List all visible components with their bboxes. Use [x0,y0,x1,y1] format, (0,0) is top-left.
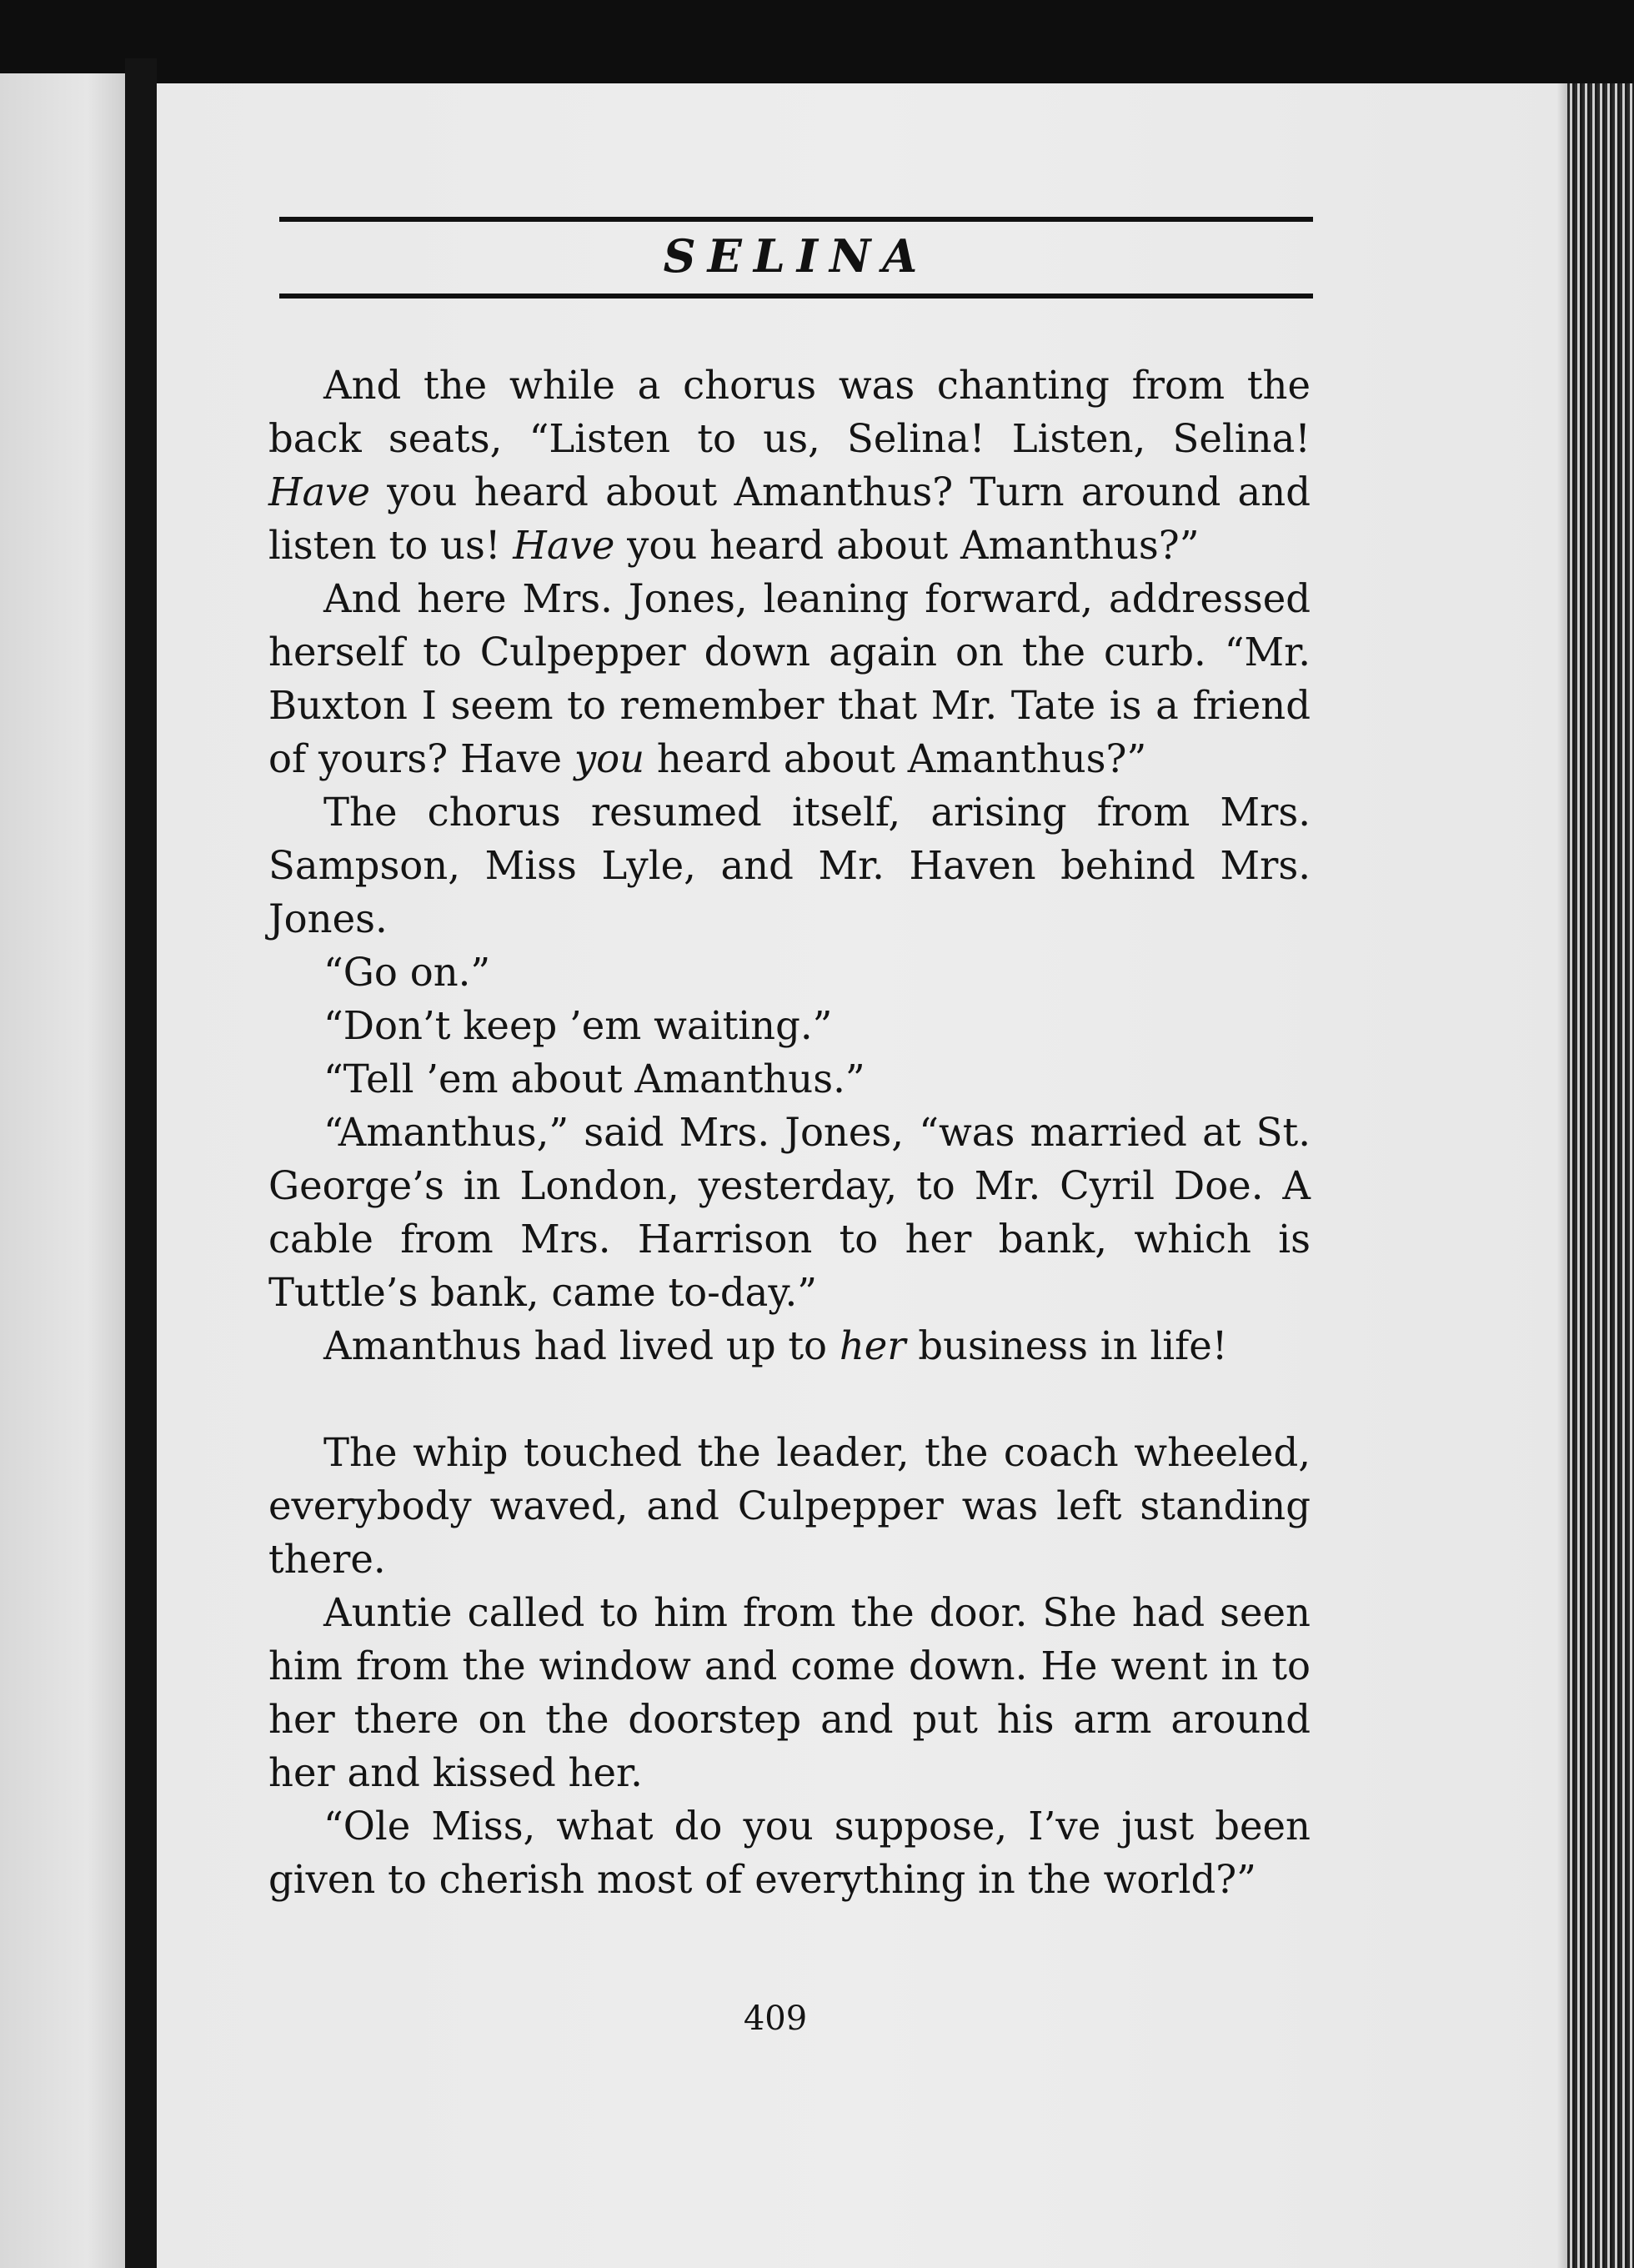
italic-text: Have [513,523,615,568]
paragraph [268,1799,1311,1906]
text-run: business in life! [905,1323,1228,1368]
paragraph [268,1052,1311,1106]
facing-page-edge [0,73,125,2268]
paragraph [268,1319,1311,1372]
text-run: you heard about Amanthus?” [614,523,1200,568]
stacked-page-edges [1567,83,1634,2268]
text-run: And here Mrs. Jones, leaning forward, addressed herself to Culpepper down again on the curb. “Mr. Buxton I seem to remember that Mr. Tate is a friend of yours? Have [268,576,1311,781]
paragraph [268,946,1311,999]
text-run: “Go on.” [323,950,491,995]
text-run: you heard about Amanthus? Turn around and listen to us! [268,469,1311,568]
paragraph [268,999,1311,1052]
paragraph [268,785,1311,946]
text-run: The chorus resumed itself, arising from Mrs. Sampson, Miss Lyle, and Mr. Haven behind Mrs. Jones. [268,790,1311,941]
text-run: Auntie called to him from the door. She had seen him from the window and come down. He went in to her there on the doorstep and put his arm around her and kissed her. [268,1590,1311,1795]
header-rule-bottom [279,294,1313,299]
paragraph [268,1586,1311,1799]
text-run: “Tell ’em about Amanthus.” [323,1056,865,1101]
italic-text: Have [268,469,371,514]
text-run: “Ole Miss, what do you suppose, I’ve just been given to cherish most of everything in the world?” [268,1804,1311,1902]
text-run: “Don’t keep ’em waiting.” [323,1003,833,1048]
text-run: Amanthus had lived up to [323,1323,840,1368]
text-run: The whip touched the leader, the coach wheeled, everybody waved, and Culpepper was left standing there. [268,1430,1311,1582]
running-head: SELINA [663,229,930,283]
page-number: 409 [743,2000,808,2038]
header-rule-top [279,217,1313,222]
text-run: heard about Amanthus?” [644,736,1147,781]
paragraph [268,359,1311,572]
body-text [268,359,1311,1906]
paragraph [268,572,1311,785]
paragraph [268,1106,1311,1319]
text-run: “Amanthus,” said Mrs. Jones, “was married at St. George’s in London, yesterday, to Mr. Cyril Doe. A cable from Mrs. Harrison to her bank, which is Tuttle’s bank, came to-day.” [268,1110,1311,1315]
book-gutter [125,58,157,2268]
italic-text: you [574,736,645,781]
italic-text: her [839,1323,906,1368]
text-run: And the while a chorus was chanting from the back seats, “Listen to us, Selina! Listen, Selina! [268,363,1311,461]
paragraph [268,1426,1311,1586]
